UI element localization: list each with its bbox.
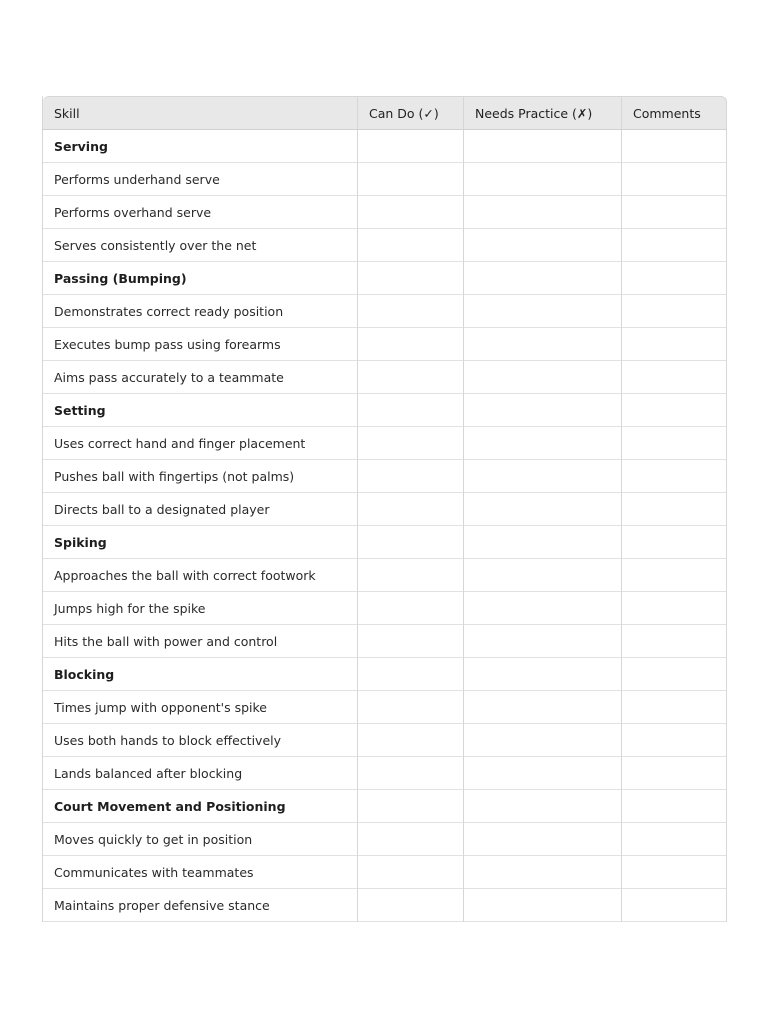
table-header [43,96,727,130]
needs-practice-cell[interactable] [464,559,622,592]
can-do-cell[interactable] [358,757,464,790]
comments-cell[interactable] [622,625,727,658]
can-do-cell[interactable] [358,559,464,592]
needs-practice-cell[interactable] [464,493,622,526]
can-do-cell[interactable] [358,691,464,724]
comments-cell[interactable] [622,262,727,295]
table-row [43,889,727,922]
can-do-cell[interactable] [358,724,464,757]
table-row [43,460,727,493]
can-do-cell[interactable] [358,196,464,229]
can-do-cell[interactable] [358,427,464,460]
needs-practice-cell[interactable] [464,658,622,691]
skill-label: Executes bump pass using forearms [43,328,358,361]
table-row [43,163,727,196]
header-skill: Skill [43,96,358,130]
comments-cell[interactable] [622,163,727,196]
can-do-cell[interactable] [358,163,464,196]
needs-practice-cell[interactable] [464,526,622,559]
section-row [43,262,727,295]
skill-label: Demonstrates correct ready position [43,295,358,328]
section-heading: Passing (Bumping) [43,262,358,295]
can-do-cell[interactable] [358,130,464,163]
header-comments: Comments [622,96,727,130]
can-do-cell[interactable] [358,328,464,361]
skill-label: Directs ball to a designated player [43,493,358,526]
comments-cell[interactable] [622,889,727,922]
can-do-cell[interactable] [358,460,464,493]
needs-practice-cell[interactable] [464,295,622,328]
table-row [43,724,727,757]
can-do-cell[interactable] [358,361,464,394]
can-do-cell[interactable] [358,790,464,823]
needs-practice-cell[interactable] [464,757,622,790]
comments-cell[interactable] [622,856,727,889]
skill-label: Moves quickly to get in position [43,823,358,856]
needs-practice-cell[interactable] [464,229,622,262]
section-row [43,394,727,427]
can-do-cell[interactable] [358,658,464,691]
skill-label: Uses correct hand and finger placement [43,427,358,460]
skills-checklist-table [42,96,727,922]
comments-cell[interactable] [622,328,727,361]
can-do-cell[interactable] [358,856,464,889]
table-row [43,823,727,856]
section-heading: Court Movement and Positioning [43,790,358,823]
table-row [43,361,727,394]
table-row [43,691,727,724]
table-row [43,295,727,328]
table-row [43,427,727,460]
needs-practice-cell[interactable] [464,823,622,856]
needs-practice-cell[interactable] [464,130,622,163]
table-row [43,592,727,625]
can-do-cell[interactable] [358,262,464,295]
table-body [43,130,727,922]
skill-label: Approaches the ball with correct footwork [43,559,358,592]
section-row [43,130,727,163]
needs-practice-cell[interactable] [464,856,622,889]
skill-label: Uses both hands to block effectively [43,724,358,757]
comments-cell[interactable] [622,361,727,394]
table-row [43,856,727,889]
needs-practice-cell[interactable] [464,790,622,823]
section-row [43,790,727,823]
comments-cell[interactable] [622,526,727,559]
needs-practice-cell[interactable] [464,328,622,361]
section-row [43,658,727,691]
needs-practice-cell[interactable] [464,691,622,724]
table-row [43,328,727,361]
comments-cell[interactable] [622,427,727,460]
section-heading: Spiking [43,526,358,559]
section-heading: Blocking [43,658,358,691]
comments-cell[interactable] [622,757,727,790]
needs-practice-cell[interactable] [464,592,622,625]
skill-label: Times jump with opponent's spike [43,691,358,724]
skill-label: Jumps high for the spike [43,592,358,625]
comments-cell[interactable] [622,493,727,526]
skill-label: Maintains proper defensive stance [43,889,358,922]
table-row [43,493,727,526]
needs-practice-cell[interactable] [464,196,622,229]
comments-cell[interactable] [622,196,727,229]
skill-label: Hits the ball with power and control [43,625,358,658]
can-do-cell[interactable] [358,889,464,922]
table-row [43,196,727,229]
comments-cell[interactable] [622,460,727,493]
skill-label: Performs underhand serve [43,163,358,196]
table-row [43,625,727,658]
skill-label: Performs overhand serve [43,196,358,229]
header-row [43,96,727,130]
needs-practice-cell[interactable] [464,625,622,658]
header-can-do: Can Do (✓) [358,96,464,130]
skill-label: Pushes ball with fingertips (not palms) [43,460,358,493]
table-row [43,559,727,592]
needs-practice-cell[interactable] [464,163,622,196]
comments-cell[interactable] [622,592,727,625]
comments-cell[interactable] [622,724,727,757]
can-do-cell[interactable] [358,592,464,625]
comments-cell[interactable] [622,790,727,823]
header-needs-practice: Needs Practice (✗) [464,96,622,130]
comments-cell[interactable] [622,295,727,328]
skill-label: Aims pass accurately to a teammate [43,361,358,394]
can-do-cell[interactable] [358,295,464,328]
needs-practice-cell[interactable] [464,361,622,394]
can-do-cell[interactable] [358,823,464,856]
table-row [43,757,727,790]
comments-cell[interactable] [622,823,727,856]
needs-practice-cell[interactable] [464,724,622,757]
needs-practice-cell[interactable] [464,262,622,295]
can-do-cell[interactable] [358,394,464,427]
skill-label: Communicates with teammates [43,856,358,889]
skill-label: Lands balanced after blocking [43,757,358,790]
can-do-cell[interactable] [358,625,464,658]
skills-checklist-sheet [42,96,726,913]
can-do-cell[interactable] [358,493,464,526]
skill-label: Serves consistently over the net [43,229,358,262]
comments-cell[interactable] [622,229,727,262]
comments-cell[interactable] [622,130,727,163]
can-do-cell[interactable] [358,229,464,262]
comments-cell[interactable] [622,394,727,427]
needs-practice-cell[interactable] [464,427,622,460]
comments-cell[interactable] [622,691,727,724]
section-row [43,526,727,559]
needs-practice-cell[interactable] [464,889,622,922]
comments-cell[interactable] [622,559,727,592]
can-do-cell[interactable] [358,526,464,559]
needs-practice-cell[interactable] [464,394,622,427]
section-heading: Setting [43,394,358,427]
table-row [43,229,727,262]
section-heading: Serving [43,130,358,163]
comments-cell[interactable] [622,658,727,691]
needs-practice-cell[interactable] [464,460,622,493]
